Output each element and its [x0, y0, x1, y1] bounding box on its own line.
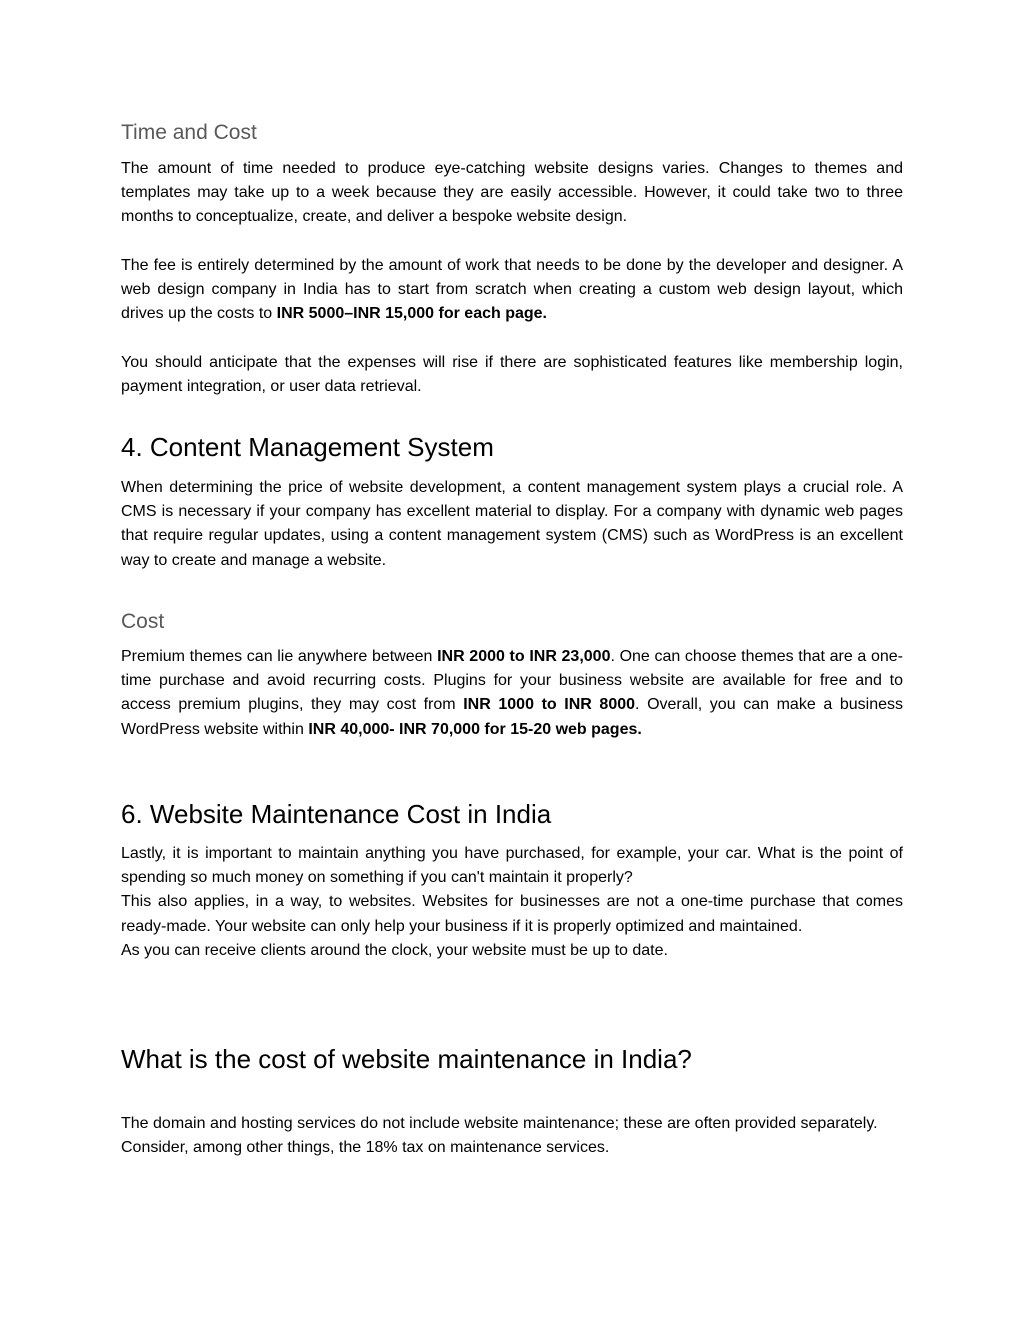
- paragraph-maintenance: [121, 842, 903, 963]
- heading-cost: Cost: [121, 610, 165, 633]
- heading-maintenance-question: What is the cost of website maintenance in India?: [121, 1044, 692, 1074]
- maintenance-line-3: As you can receive clients around the clock, your website must be up to date.: [121, 941, 668, 959]
- cost-text-1: Premium themes can lie anywhere between: [121, 648, 438, 665]
- heading-maintenance: 6. Website Maintenance Cost in India: [121, 799, 552, 829]
- cost-bold-plugins: INR 1000 to INR 8000: [463, 696, 636, 714]
- paragraph-time-needed: The amount of time needed to produce eye-catching website designs varies. Changes to themes and templates may take up to a week because they are easily accessible. However, it could take two to three months to conceptualize, create, and deliver a bespoke website design.: [121, 160, 903, 226]
- paragraph-fee: [121, 254, 903, 327]
- cost-text-2: . One can choose themes that are a one-time purchase and avoid recurring costs. Plugins for your business website are available for free and to access premium plugins, they may cost from: [121, 648, 903, 714]
- paragraph-expenses: You should anticipate that the expenses will rise if there are sophisticated features like membership login, payment integration, or user data retrieval.: [121, 354, 903, 396]
- heading-cms: 4. Content Management System: [121, 432, 494, 462]
- paragraph-domain-hosting: The domain and hosting services do not include website maintenance; these are often provided separately. Consider, among other things, the 18% tax on maintenance services.: [121, 1115, 878, 1157]
- fee-range-bold: INR 5000–INR 15,000 for each page.: [276, 305, 547, 323]
- paragraph-cms: When determining the price of website development, a content management system plays a crucial role. A CMS is necessary if your company has excellent material to display. For a company with dynamic web pages that require regular updates, using a content management system (CMS) such as WordPress is an excellent way to create and manage a website.: [121, 479, 903, 569]
- maintenance-line-1: Lastly, it is important to maintain anything you have purchased, for example, your car. What is the point of spending so much money on something if you can't maintain it properly?: [121, 845, 903, 887]
- cost-bold-total: INR 40,000- INR 70,000 for 15-20 web pages.: [308, 720, 642, 738]
- heading-time-and-cost: Time and Cost: [121, 121, 257, 144]
- cost-text-3: . Overall, you can make a business WordPress website within: [121, 696, 903, 738]
- cost-bold-themes: INR 2000 to INR 23,000: [437, 648, 611, 665]
- paragraph-cost: [121, 645, 903, 742]
- paragraph-fee-text: The fee is entirely determined by the amount of work that needs to be done by the developer and designer. A web design company in India has to start from scratch when creating a custom web design layout, which drives up the costs to: [121, 257, 903, 323]
- maintenance-line-2: This also applies, in a way, to websites. Websites for businesses are not a one-time purchase that comes ready-made. Your website can only help your business if it is properly optimized and maintained.: [121, 893, 903, 935]
